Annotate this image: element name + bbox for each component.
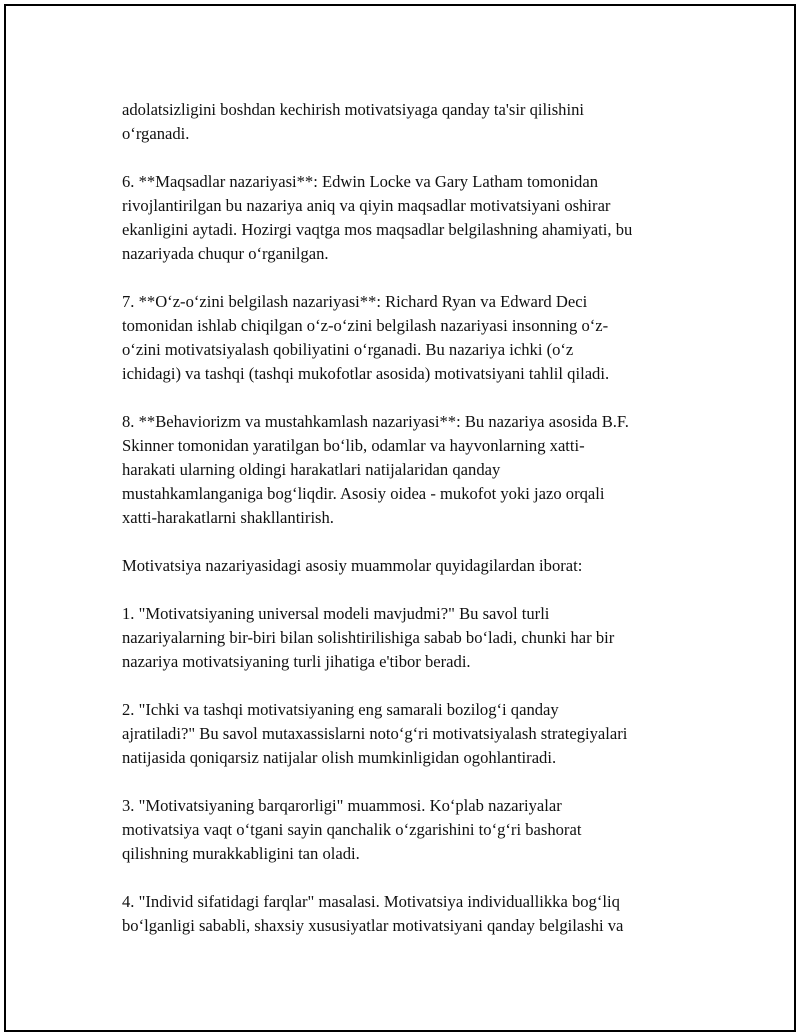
- text-line: o‘zini motivatsiyalash qobiliyatini o‘rganadi. Bu nazariya ichki (o‘z: [122, 340, 574, 359]
- text-line: 3. "Motivatsiyaning barqarorligi" muammosi. Ko‘plab nazariyalar: [122, 796, 562, 815]
- document-body: [122, 98, 697, 962]
- text-line: 6. **Maqsadlar nazariyasi**: Edwin Locke va Gary Latham tomonidan: [122, 172, 599, 191]
- text-line: xatti-harakatlarni shakllantirish.: [122, 508, 334, 527]
- paragraph-goal-setting-theory: [122, 170, 697, 266]
- paragraph-problem-intrinsic-extrinsic: [122, 698, 697, 770]
- text-line: ekanligini aytadi. Hozirgi vaqtga mos maqsadlar belgilashning ahamiyati, bu: [122, 220, 633, 239]
- text-line: nazariyalarning bir-biri bilan solishtirilishiga sabab bo‘ladi, chunki har bir: [122, 628, 615, 647]
- text-line: motivatsiya vaqt o‘tgani sayin qanchalik o‘zgarishini to‘g‘ri bashorat: [122, 820, 582, 839]
- text-line: mustahkamlanganiga bog‘liqdir. Asosiy oidea - mukofot yoki jazo orqali: [122, 484, 605, 503]
- text-line: nazariyada chuqur o‘rganilgan.: [122, 244, 329, 263]
- text-line: qilishning murakkabligini tan oladi.: [122, 844, 360, 863]
- text-line: 4. "Individ sifatidagi farqlar" masalasi. Motivatsiya individuallikka bog‘liq: [122, 892, 620, 911]
- text-line: 8. **Behaviorizm va mustahkamlash nazariyasi**: Bu nazariya asosida B.F.: [122, 412, 629, 431]
- text-line: rivojlantirilgan bu nazariya aniq va qiyin maqsadlar motivatsiyani oshirar: [122, 196, 611, 215]
- text-line: harakati ularning oldingi harakatlari natijalaridan qanday: [122, 460, 501, 479]
- text-line: Motivatsiya nazariyasidagi asosiy muammolar quyidagilardan iborat:: [122, 556, 583, 575]
- paragraph-problem-universal-model: [122, 602, 697, 674]
- text-line: ichidagi) va tashqi (tashqi mukofotlar asosida) motivatsiyani tahlil qiladi.: [122, 364, 610, 383]
- text-line: bo‘lganligi sababli, shaxsiy xususiyatlar motivatsiyani qanday belgilashi va: [122, 916, 624, 935]
- text-line: natijasida qoniqarsiz natijalar olish mumkinligidan ogohlantiradi.: [122, 748, 557, 767]
- text-line: 2. "Ichki va tashqi motivatsiyaning eng samarali bozilog‘i qanday: [122, 700, 559, 719]
- text-line: tomonidan ishlab chiqilgan o‘z-o‘zini belgilash nazariyasi insonning o‘z-: [122, 316, 609, 335]
- text-line: ajratiladi?" Bu savol mutaxassislarni noto‘g‘ri motivatsiyalash strategiyalari: [122, 724, 628, 743]
- text-line: Skinner tomonidan yaratilgan bo‘lib, odamlar va hayvonlarning xatti-: [122, 436, 585, 455]
- text-line: adolatsizligini boshdan kechirish motivatsiyaga qanday ta'sir qilishini: [122, 100, 584, 119]
- text-line: 1. "Motivatsiyaning universal modeli mavjudmi?" Bu savol turli: [122, 604, 550, 623]
- paragraph-self-determination-theory: [122, 290, 697, 386]
- page-frame: [4, 4, 796, 1032]
- paragraph-behaviorism-theory: [122, 410, 697, 530]
- paragraph-problems-intro: [122, 554, 697, 578]
- text-line: o‘rganadi.: [122, 124, 190, 143]
- paragraph-equity-continuation: [122, 98, 697, 146]
- paragraph-problem-stability: [122, 794, 697, 866]
- paragraph-problem-individual-differences: [122, 890, 697, 938]
- text-line: nazariya motivatsiyaning turli jihatiga e'tibor beradi.: [122, 652, 471, 671]
- text-line: 7. **O‘z-o‘zini belgilash nazariyasi**: Richard Ryan va Edward Deci: [122, 292, 588, 311]
